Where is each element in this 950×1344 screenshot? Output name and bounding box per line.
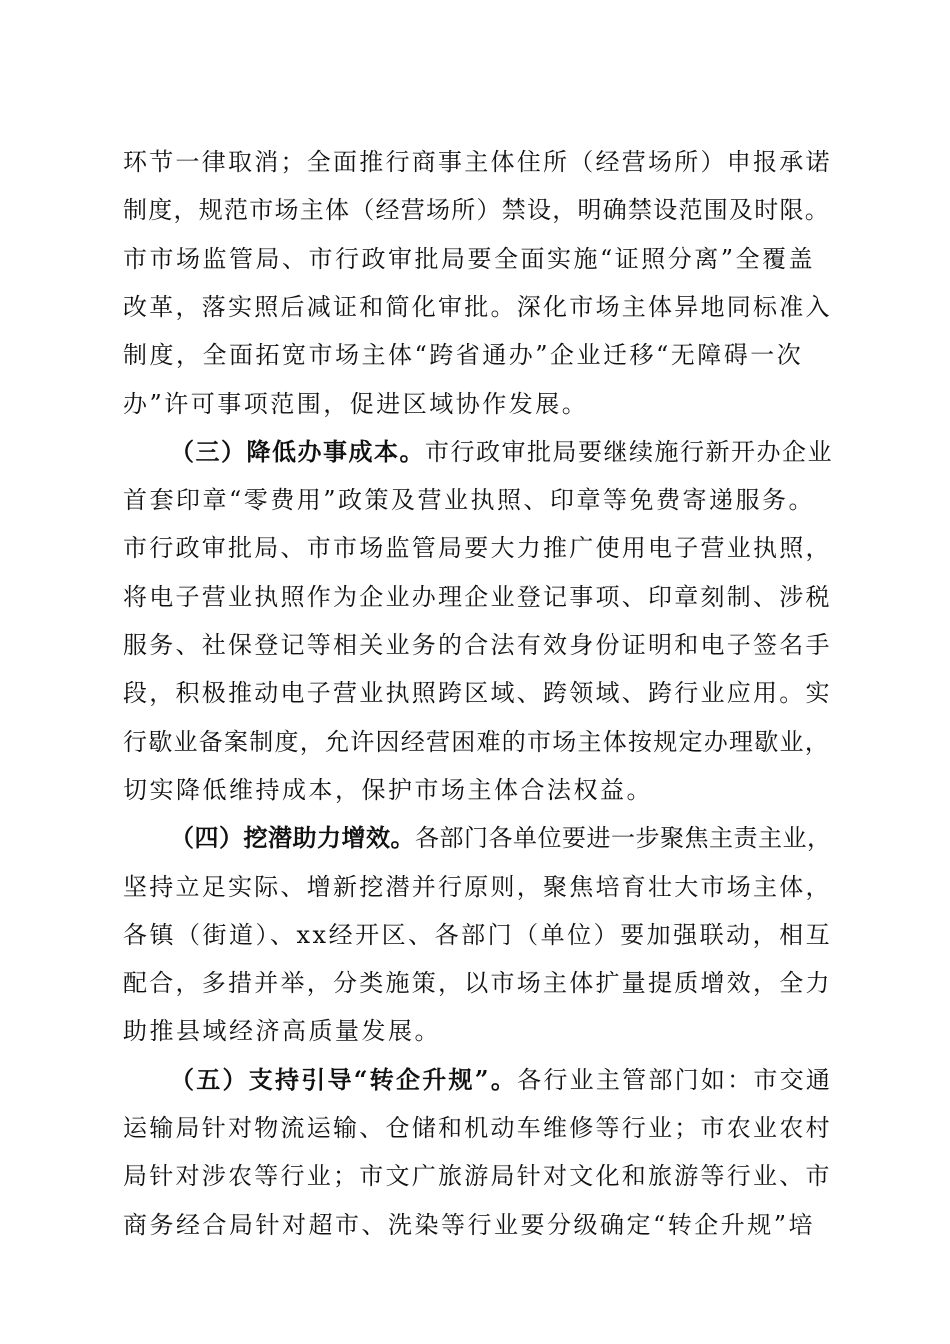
paragraph-line <box>123 961 833 1005</box>
line-text: 各部门各单位要进一步聚焦主责主业， <box>415 824 832 853</box>
line-text: 市行政审批局、市市场监管局要大力推广使用电子营业执照， <box>123 534 832 563</box>
line-text: 各镇（街道）、xx经开区、各部门（单位）要加强联动，相互 <box>123 920 833 949</box>
paragraph-line <box>123 1106 833 1150</box>
line-text: 运输局针对物流运输、仓储和机动车维修等行业；市农业农村 <box>123 1114 832 1142</box>
section-heading: （三）降低办事成本。 <box>170 436 425 466</box>
line-text: 环节一律取消；全面推行商事主体住所（经营场所）申报承诺 <box>123 148 832 176</box>
paragraph-line <box>123 285 833 329</box>
paragraph-line <box>123 140 833 184</box>
line-text: 市行政审批局要继续施行新开办企业 <box>425 437 833 466</box>
line-text: 首套印章“零费用”政策及营业执照、印章等免费寄递服务。 <box>123 486 816 515</box>
line-text: 配合，多措并举，分类施策，以市场主体扩量提质增效，全力 <box>123 969 832 998</box>
paragraph-line <box>170 1058 833 1102</box>
paragraph-line <box>123 237 833 281</box>
paragraph-line <box>123 913 833 957</box>
line-text: 局针对涉农等行业；市文广旅游局针对文化和旅游等行业、市 <box>123 1162 832 1191</box>
line-text: 商务经合局针对超市、洗染等行业要分级确定“转企升规”培 <box>123 1210 816 1239</box>
paragraph-line <box>123 865 833 909</box>
paragraph-line <box>123 720 833 764</box>
paragraph-line <box>123 478 833 522</box>
paragraph-line <box>170 430 833 474</box>
paragraph-line <box>123 623 833 667</box>
line-text: 服务、社保登记等相关业务的合法有效身份证明和电子签名手 <box>123 631 832 659</box>
line-text: 段，积极推动电子营业执照跨区域、跨领域、跨行业应用。实 <box>123 679 832 708</box>
paragraph-line <box>123 333 833 377</box>
line-text: 坚持立足实际、增新挖潜并行原则，聚焦培育壮大市场主体， <box>123 872 832 901</box>
paragraph-line <box>123 671 833 715</box>
line-text: 将电子营业执照作为企业办理企业登记事项、印章刻制、涉税 <box>123 582 832 611</box>
line-text: 行歇业备案制度，允许因经营困难的市场主体按规定办理歇业， <box>123 727 830 756</box>
paragraph-line <box>123 768 833 812</box>
line-text: 改革，落实照后减证和简化审批。深化市场主体异地同标准入 <box>123 292 832 321</box>
line-text: 助推县域经济高质量发展。 <box>123 1017 441 1046</box>
paragraph-line <box>123 1203 833 1247</box>
paragraph-line <box>123 188 833 232</box>
line-text: 制度，规范市场主体（经营场所）禁设，明确禁设范围及时限。 <box>123 196 830 225</box>
section-heading: （五）支持引导“转企升规”。 <box>170 1064 518 1094</box>
section-heading: （四）挖潜助力增效。 <box>170 823 415 853</box>
paragraph-line <box>123 1154 833 1198</box>
line-text: 各行业主管部门如：市交通 <box>517 1065 833 1094</box>
line-text: 办”许可事项范围，促进区域协作发展。 <box>123 389 589 418</box>
paragraph-line <box>123 1009 833 1053</box>
paragraph-line <box>170 816 833 860</box>
line-text: 市市场监管局、市行政审批局要全面实施“证照分离”全覆盖 <box>123 244 816 273</box>
paragraph-line <box>123 382 833 426</box>
line-text: 制度，全面拓宽市场主体“跨省通办”企业迁移“无障碍一次 <box>123 341 804 370</box>
line-text: 切实降低维持成本，保护市场主体合法权益。 <box>123 775 653 804</box>
paragraph-line <box>123 575 833 619</box>
paragraph-line <box>123 526 833 570</box>
